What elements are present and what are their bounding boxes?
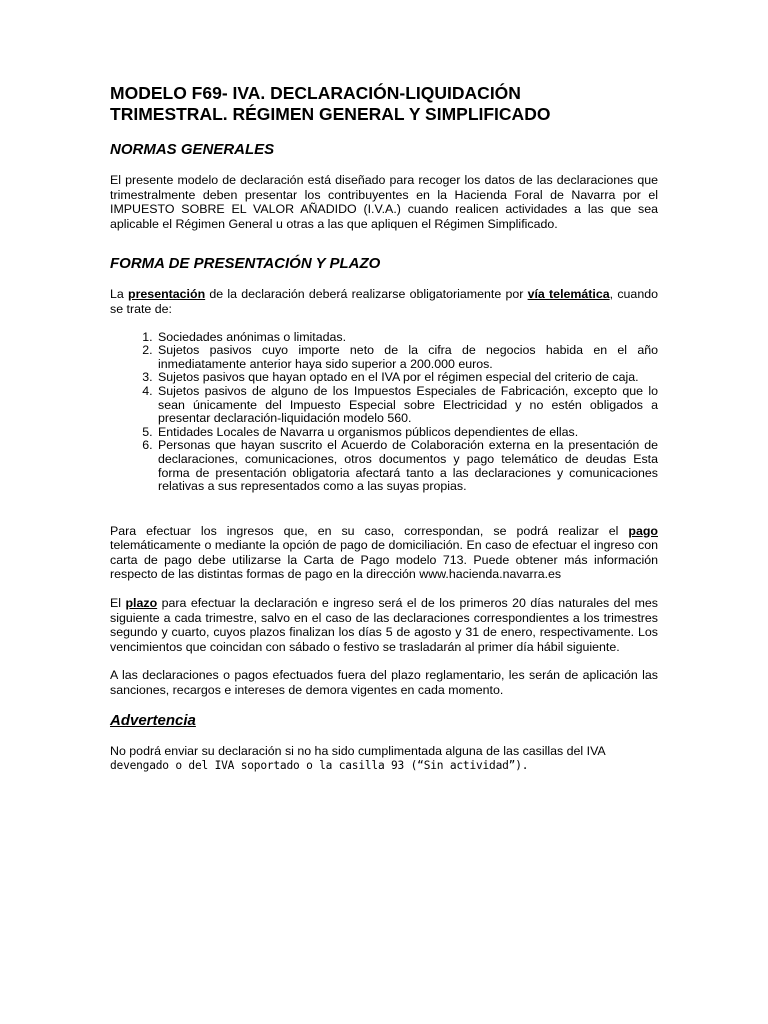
advertencia-heading-text: Advertencia	[110, 711, 196, 729]
document-title-line-2: TRIMESTRAL. RÉGIMEN GENERAL Y SIMPLIFICADO	[110, 104, 551, 124]
presentacion-intro-middle: de la declaración deberá realizarse obligatoriamente por	[205, 287, 528, 302]
advertencia-paragraph	[110, 744, 658, 774]
document-title-line-1: MODELO F69- IVA. DECLARACIÓN-LIQUIDACIÓN	[110, 83, 521, 103]
presentacion-intro-paragraph	[110, 287, 658, 316]
list-item: 5. Entidades Locales de Navarra u organismos públicos dependientes de ellas.	[156, 426, 658, 440]
advertencia-text-start: No podrá enviar su declaración si no ha sido cumplimentada alguna de las casillas del IVA	[110, 743, 606, 758]
plazo-keyword: plazo	[125, 596, 158, 611]
obligados-list	[110, 331, 658, 494]
document-page	[110, 83, 658, 774]
sanciones-paragraph: A las declaraciones o pagos efectuados fuera del plazo reglamentario, les serán de aplicación las sanciones, recargos e intereses de demora vigentes en cada momento.	[110, 668, 658, 698]
list-item: 1. Sociedades anónimas o limitadas.	[156, 331, 658, 345]
advertencia-text-end: devengado o del IVA soportado o la casilla 93 (“Sin actividad”).	[110, 759, 529, 773]
pago-text-end: telemáticamente o mediante la opción de pago de domiciliación. En caso de efectuar el ingreso con carta de pago debe utilizarse la Carta de Pago modelo 713. Puede obtener más información respecto de las distintas formas de pago en la dirección www.hacienda.navarra.es	[110, 538, 658, 582]
plazo-text-end: para efectuar la declaración e ingreso será el de los primeros 20 días naturales del mes siguiente a cada trimestre, salvo en el caso de las declaraciones correspondientes a los trimestres segundo y cuarto, cuyos plazos finalizan los días 5 de agosto y 31 de enero, respectivamente. Los vencimientos que coincidan con sábado o festivo se trasladarán al primer día hábil siguiente.	[110, 596, 659, 654]
list-item: 3. Sujetos pasivos que hayan optado en el IVA por el régimen especial del criterio de caja.	[156, 371, 658, 385]
presentacion-intro-end: , cuando se trate de:	[110, 287, 658, 316]
normas-generales-paragraph: El presente modelo de declaración está diseñado para recoger los datos de las declaraciones que trimestralmente deben presentar los contribuyentes en la Hacienda Foral de Navarra por el IMPUESTO SOBRE EL VALOR AÑADIDO (I.V.A.) cuando realicen actividades a las que sea aplicable el Régimen General u otras a las que apliquen el Régimen Simplificado.	[110, 173, 658, 231]
normas-generales-heading: NORMAS GENERALES	[110, 141, 275, 158]
plazo-text-start: El	[110, 596, 126, 611]
presentacion-keyword: presentación	[128, 287, 206, 302]
presentacion-intro-start: La	[110, 287, 129, 302]
document-title	[110, 83, 658, 125]
list-item: 6. Personas que hayan suscrito el Acuerdo de Colaboración externa en la presentación de declaraciones, comunicaciones, otros documentos y pago telemático de deudas Esta forma de presentación obligatoria afectará tanto a las declaraciones y comunicaciones relativas a sus representados como a las suyas propias.	[156, 439, 658, 493]
pago-keyword: pago	[628, 523, 658, 538]
list-item: 2. Sujetos pasivos cuyo importe neto de la cifra de negocios habida en el año inmediatamente anterior haya sido superior a 200.000 euros.	[156, 344, 658, 371]
via-telematica-keyword: vía telemática	[527, 287, 610, 302]
pago-paragraph	[110, 524, 658, 582]
pago-text-start: Para efectuar los ingresos que, en su caso, correspondan, se podrá realizar el	[110, 523, 629, 538]
advertencia-heading	[110, 712, 658, 730]
plazo-paragraph	[110, 596, 658, 654]
list-item: 4. Sujetos pasivos de alguno de los Impuestos Especiales de Fabricación, excepto que lo sean únicamente del Impuesto Especial sobre Electricidad y no estén obligados a presentar declaración-liquidación modelo 560.	[156, 385, 658, 426]
forma-presentacion-heading: FORMA DE PRESENTACIÓN Y PLAZO	[110, 255, 381, 273]
